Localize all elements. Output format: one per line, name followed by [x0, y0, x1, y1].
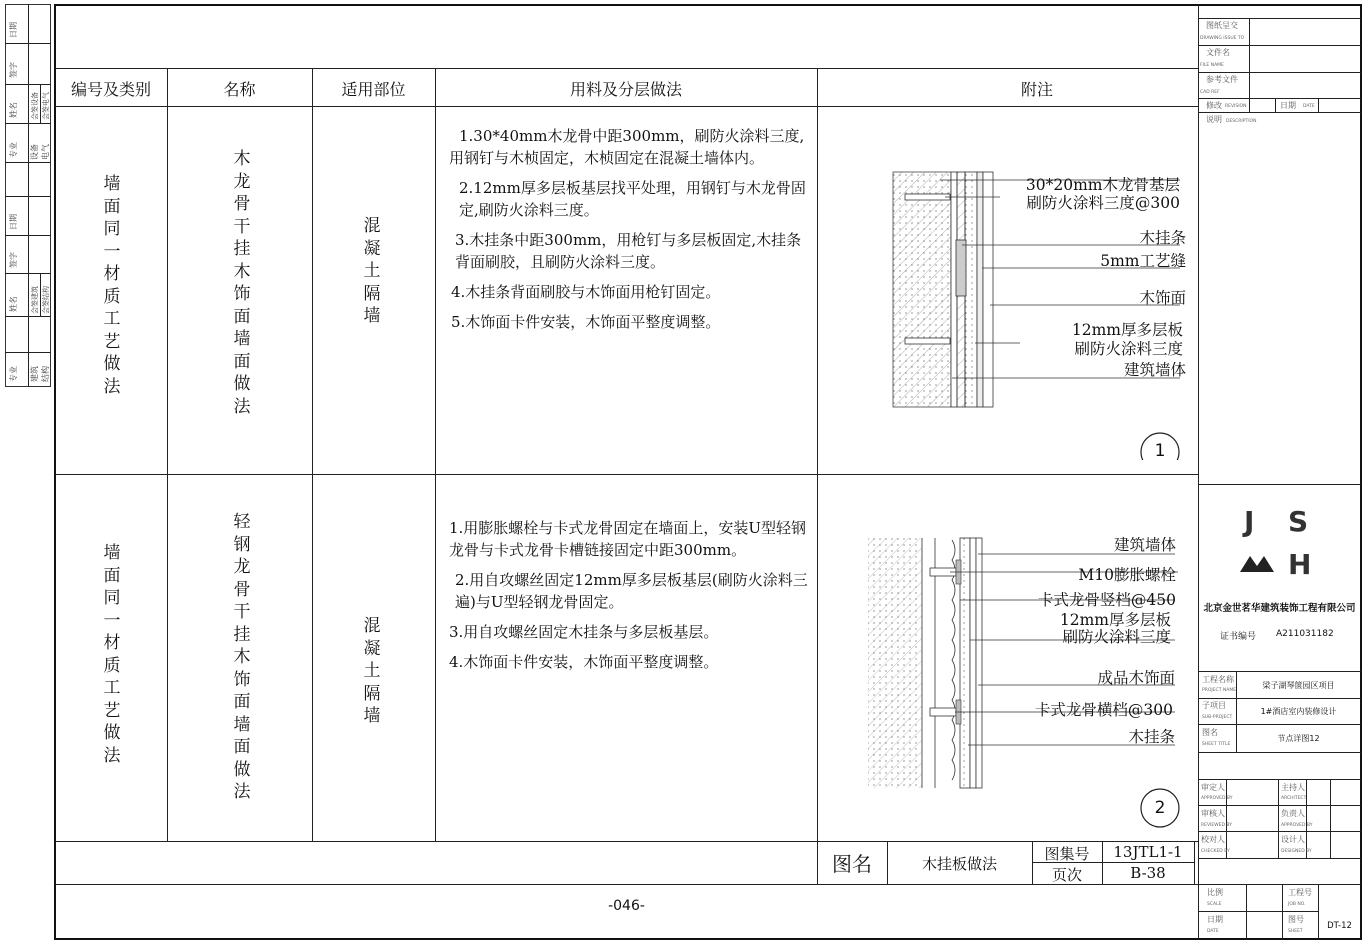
tb-label: 图名: [1202, 728, 1218, 737]
cert-value: A211031182: [1276, 629, 1334, 639]
page-value: B-38: [1130, 864, 1166, 882]
tb-label-en: DATE: [1207, 929, 1219, 934]
detail2-label: 刷防火涂料三度: [1062, 628, 1171, 646]
tb-label-en: DATE: [1303, 104, 1315, 109]
tb-label: 校对人: [1201, 835, 1225, 844]
tb-label-en: CHECKED BY: [1201, 849, 1230, 854]
tb-label: 图号: [1288, 915, 1304, 924]
tb-label: 图纸呈交: [1206, 21, 1238, 30]
project-name: 梁子湖琴箧园区项目: [1262, 681, 1335, 690]
header-location: 适用部位: [341, 80, 406, 99]
tb-label: 审定人: [1201, 783, 1225, 792]
step-text: 3.用自攻螺丝固定木挂条与多层板基层。: [449, 623, 719, 641]
atlas-label: 图集号: [1044, 845, 1090, 863]
strip-label: 电气: [41, 144, 50, 160]
step-text: 2.用自攻螺丝固定12mm厚多层板基层(刷防火涂料三遍)与U型轻钢龙骨固定。: [455, 571, 808, 611]
strip-label: 设备: [30, 144, 39, 160]
strip-label: 签字: [9, 62, 18, 78]
tb-label-en: REVISION: [1225, 104, 1247, 109]
tb-label: 参考文件: [1206, 75, 1238, 84]
tb-label: 工程号: [1288, 888, 1312, 897]
strip-label: 会签电气: [42, 92, 50, 120]
tb-label-en: SUB-PROJECT: [1202, 715, 1233, 720]
atlas-value: 13JTL1-1: [1113, 843, 1183, 861]
detail1-label: 建筑墙体: [1123, 361, 1186, 379]
tb-label-en: REVIEWED BY: [1201, 823, 1232, 828]
tb-label: 日期: [1207, 915, 1223, 924]
detail2-label: 建筑墙体: [1113, 536, 1176, 554]
tb-label: 审核人: [1201, 809, 1225, 818]
sheet-title: 节点详图12: [1277, 734, 1320, 743]
header-method: 用料及分层做法: [569, 80, 682, 99]
logo-letter: S: [1288, 505, 1309, 538]
detail2-label: 卡式龙骨横档@300: [1034, 701, 1173, 719]
step-text: 2.12mm厚多层板基层找平处理，用钢钉与木龙骨固定,刷防火涂料三度。: [459, 179, 806, 219]
tb-label-en: DESCRIPTION: [1226, 119, 1257, 124]
detail2-label: 木挂条: [1128, 728, 1175, 746]
company-name: 北京金世茗华建筑装饰工程有限公司: [1203, 603, 1356, 614]
tb-label-en: APPROVED BY: [1201, 796, 1233, 801]
tb-label: 说明: [1206, 115, 1222, 124]
page-label: 页次: [1051, 866, 1082, 884]
step-text: 4.木挂条背面刷胶与木饰面用枪钉固定。: [451, 283, 721, 301]
step-text: 1.30*40mm木龙骨中距300mm，刷防火涂料三度,用钢钉与木桢固定，木桢固定在混凝土墙体内。: [449, 127, 805, 167]
strip-label: 签字: [9, 252, 18, 268]
tb-label: 工程名称: [1202, 675, 1234, 684]
tb-label-en: SHEET: [1288, 929, 1303, 934]
strip-label: 会签设备: [31, 92, 39, 120]
tb-label: 子项目: [1202, 701, 1226, 710]
header-name: 名称: [223, 80, 256, 99]
logo-letter: J: [1244, 505, 1255, 538]
tb-label-en: CAD REF: [1200, 90, 1220, 95]
detail1-label: 木饰面: [1139, 289, 1186, 307]
title-label: 图名: [832, 852, 872, 876]
tb-label: 文件名: [1206, 48, 1230, 57]
title-value: 木挂板做法: [921, 855, 997, 873]
logo-letter: H: [1288, 548, 1312, 581]
strip-label: 专业: [9, 142, 18, 158]
tb-label: 比例: [1207, 888, 1223, 897]
step-text: 3.木挂条中距300mm，用枪钉与多层板固定,木挂条背面刷胶，且刷防火涂料三度。: [455, 231, 802, 271]
row2-steps: [449, 517, 811, 681]
tb-label: 日期: [1280, 101, 1296, 110]
strip-label: 会签结构: [42, 286, 50, 314]
detail2-label: M10膨胀螺栓: [1078, 566, 1176, 584]
detail1-label: 30*20mm木龙骨基层: [1025, 176, 1180, 194]
detail2-label: 12mm厚多层板: [1059, 611, 1171, 629]
strip-label: 日期: [9, 22, 18, 38]
detail2-label: 卡式龙骨竖档@450: [1037, 591, 1176, 609]
strip-label: 日期: [9, 214, 18, 230]
row2-location: 混凝土隔墙: [363, 616, 381, 726]
detail2-label: 成品木饰面: [1097, 669, 1175, 687]
detail1-label: 12mm厚多层板: [1071, 321, 1183, 339]
tb-label-en: SCALE: [1207, 902, 1222, 907]
row1-location: 混凝土隔墙: [363, 216, 381, 326]
step-text: 5.木饰面卡件安装，木饰面平整度调整。: [451, 313, 721, 331]
detail1-label: 刷防火涂料三度@300: [1026, 194, 1180, 212]
row1-category: 墙面同一材质工艺做法: [103, 174, 121, 397]
tb-label: 负责人: [1281, 809, 1305, 818]
row1-name: 木龙骨干挂木饰面墙面做法: [233, 149, 251, 417]
row2-category: 墙面同一材质工艺做法: [103, 543, 121, 766]
tb-label-en: FILE NAME: [1200, 63, 1224, 68]
cert-label: 证书编号: [1220, 632, 1257, 642]
step-text: 4.木饰面卡件安装，木饰面平整度调整。: [449, 653, 719, 671]
tb-label: 修改: [1206, 101, 1222, 110]
detail-number-2: 2: [1154, 798, 1166, 818]
tb-label-en: DRAWING ISSUE TO: [1200, 36, 1245, 41]
strip-label: 结构: [41, 366, 50, 382]
row2-name: 轻钢龙骨干挂木饰面墙面做法: [233, 512, 251, 802]
header-category: 编号及类别: [70, 80, 151, 99]
strip-label: 专业: [9, 366, 18, 382]
header-notes: 附注: [1020, 80, 1053, 99]
detail1-label: 刷防火涂料三度: [1074, 340, 1183, 358]
tb-label: 主持人: [1281, 783, 1305, 792]
tb-label-en: PROJECT NAME: [1202, 688, 1237, 693]
tb-label-en: ARCHITECT: [1281, 796, 1307, 801]
sub-project: 1#酒店室内装修设计: [1260, 707, 1337, 716]
strip-label: 姓名: [9, 296, 18, 312]
logo-m-mark: [1238, 552, 1276, 574]
tb-label-en: SHEET TITLE: [1202, 742, 1231, 747]
tb-label-en: APPROVED BY: [1281, 823, 1313, 828]
strip-label: 会签建筑: [31, 286, 39, 314]
row1-steps: [449, 125, 811, 341]
step-text: 1.用膨胀螺栓与卡式龙骨固定在墙面上，安装U型轻钢龙骨与卡式龙骨卡槽链接固定中距300mm。: [449, 519, 806, 559]
strip-label: 建筑: [30, 366, 39, 382]
strip-label: 姓名: [9, 102, 18, 118]
tb-label-en: DESIGNED BY: [1281, 849, 1312, 854]
detail-number-1: 1: [1154, 441, 1166, 461]
detail1-label: 5mm工艺缝: [1100, 252, 1186, 270]
tb-label-en: JOB NO.: [1288, 902, 1306, 907]
page-number: -046-: [608, 898, 645, 914]
sheet-number: DT-12: [1327, 921, 1352, 931]
detail1-label: 木挂条: [1139, 229, 1186, 247]
tb-label: 设计人: [1281, 835, 1305, 844]
